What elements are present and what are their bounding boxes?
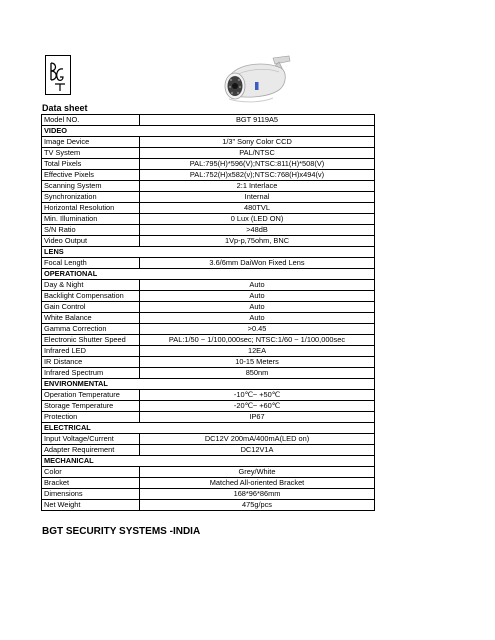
spec-value: PAL/NTSC <box>140 148 375 159</box>
spec-row <box>42 500 375 511</box>
spec-value: -10℃~ +50℃ <box>140 390 375 401</box>
spec-label: Backlight Compensation <box>42 291 140 302</box>
spec-label: Net Weight <box>42 500 140 511</box>
spec-label: Effective Pixels <box>42 170 140 181</box>
spec-label: Dimensions <box>42 489 140 500</box>
spec-row <box>42 291 375 302</box>
spec-label: Bracket <box>42 478 140 489</box>
spec-label: Image Device <box>42 137 140 148</box>
spec-value: -20℃~ +60℃ <box>140 401 375 412</box>
spec-label: Min. Illumination <box>42 214 140 225</box>
section-header-row <box>42 379 375 390</box>
spec-value: IP67 <box>140 412 375 423</box>
section-header: VIDEO <box>42 126 375 137</box>
spec-label: Input Voltage/Current <box>42 434 140 445</box>
spec-row <box>42 225 375 236</box>
spec-row <box>42 401 375 412</box>
spec-row <box>42 148 375 159</box>
spec-row <box>42 434 375 445</box>
spec-row <box>42 335 375 346</box>
spec-label: TV System <box>42 148 140 159</box>
spec-value: PAL:1/50 ~ 1/100,000sec; NTSC:1/60 ~ 1/100,000sec <box>140 335 375 346</box>
spec-row <box>42 170 375 181</box>
spec-value: Grey/White <box>140 467 375 478</box>
section-header: OPERATIONAL <box>42 269 375 280</box>
spec-row <box>42 137 375 148</box>
spec-value: >0.45 <box>140 324 375 335</box>
spec-label: Day & Night <box>42 280 140 291</box>
spec-value: PAL:752(H)x582(v);NTSC:768(H)x494(v) <box>140 170 375 181</box>
spec-row <box>42 181 375 192</box>
spec-row <box>42 115 375 126</box>
spec-value: 0 Lux (LED ON) <box>140 214 375 225</box>
spec-value: 850nm <box>140 368 375 379</box>
spec-value: DC12V1A <box>140 445 375 456</box>
spec-label: Operation Temperature <box>42 390 140 401</box>
spec-value: >48dB <box>140 225 375 236</box>
spec-row <box>42 302 375 313</box>
spec-row <box>42 357 375 368</box>
spec-row <box>42 258 375 269</box>
spec-label: Infrared Spectrum <box>42 368 140 379</box>
spec-value: Internal <box>140 192 375 203</box>
spec-row <box>42 214 375 225</box>
spec-row <box>42 467 375 478</box>
spec-label: Horizontal Resolution <box>42 203 140 214</box>
spec-value: 12EA <box>140 346 375 357</box>
section-header: LENS <box>42 247 375 258</box>
spec-value: Auto <box>140 291 375 302</box>
page-title: Data sheet <box>42 103 88 113</box>
spec-label: S/N Ratio <box>42 225 140 236</box>
spec-value: 2:1 Interlace <box>140 181 375 192</box>
spec-row <box>42 346 375 357</box>
spec-label: Protection <box>42 412 140 423</box>
spec-row <box>42 368 375 379</box>
camera-image <box>215 52 297 114</box>
spec-value: 168*96*86mm <box>140 489 375 500</box>
spec-label: Video Output <box>42 236 140 247</box>
spec-label: Electronic Shutter Speed <box>42 335 140 346</box>
spec-label: Gain Control <box>42 302 140 313</box>
spec-label: Adapter Requirement <box>42 445 140 456</box>
spec-value: Auto <box>140 302 375 313</box>
section-header-row <box>42 247 375 258</box>
section-header-row <box>42 423 375 434</box>
spec-value: Matched All-oriented Bracket <box>140 478 375 489</box>
footer-company-name: BGT SECURITY SYSTEMS -INDIA <box>42 526 201 537</box>
spec-row <box>42 412 375 423</box>
spec-row <box>42 324 375 335</box>
spec-label: Model NO. <box>42 115 140 126</box>
spec-label: Gamma Correction <box>42 324 140 335</box>
spec-value: 10-15 Meters <box>140 357 375 368</box>
spec-label: Storage Temperature <box>42 401 140 412</box>
spec-row <box>42 192 375 203</box>
spec-label: Focal Length <box>42 258 140 269</box>
section-header: ELECTRICAL <box>42 423 375 434</box>
spec-value: 1Vp-p,75ohm, BNC <box>140 236 375 247</box>
spec-label: Total Pixels <box>42 159 140 170</box>
spec-label: Scanning System <box>42 181 140 192</box>
spec-row <box>42 390 375 401</box>
spec-value: PAL:795(H)*596(V);NTSC:811(H)*508(V) <box>140 159 375 170</box>
spec-value: 1/3" Sony Color CCD <box>140 137 375 148</box>
spec-row <box>42 159 375 170</box>
spec-label: White Balance <box>42 313 140 324</box>
spec-row <box>42 203 375 214</box>
bgt-logo-mark <box>46 56 70 94</box>
spec-value: DC12V 200mA/400mA(LED on) <box>140 434 375 445</box>
spec-row <box>42 313 375 324</box>
section-header: ENVIRONMENTAL <box>42 379 375 390</box>
spec-value: 480TVL <box>140 203 375 214</box>
spec-label: Synchronization <box>42 192 140 203</box>
spec-label: Color <box>42 467 140 478</box>
spec-row <box>42 280 375 291</box>
spec-value: Auto <box>140 280 375 291</box>
company-logo <box>45 55 71 95</box>
section-header-row <box>42 456 375 467</box>
spec-value: Auto <box>140 313 375 324</box>
spec-label: IR Distance <box>42 357 140 368</box>
spec-row <box>42 236 375 247</box>
spec-table <box>41 114 375 511</box>
section-header: MECHANICAL <box>42 456 375 467</box>
spec-row <box>42 445 375 456</box>
spec-value: BGT 9119A5 <box>140 115 375 126</box>
spec-value: 475g/pcs <box>140 500 375 511</box>
spec-row <box>42 489 375 500</box>
section-header-row <box>42 126 375 137</box>
spec-label: Infrared LED <box>42 346 140 357</box>
spec-row <box>42 478 375 489</box>
spec-value: 3.6/6mm DaiWon Fixed Lens <box>140 258 375 269</box>
section-header-row <box>42 269 375 280</box>
